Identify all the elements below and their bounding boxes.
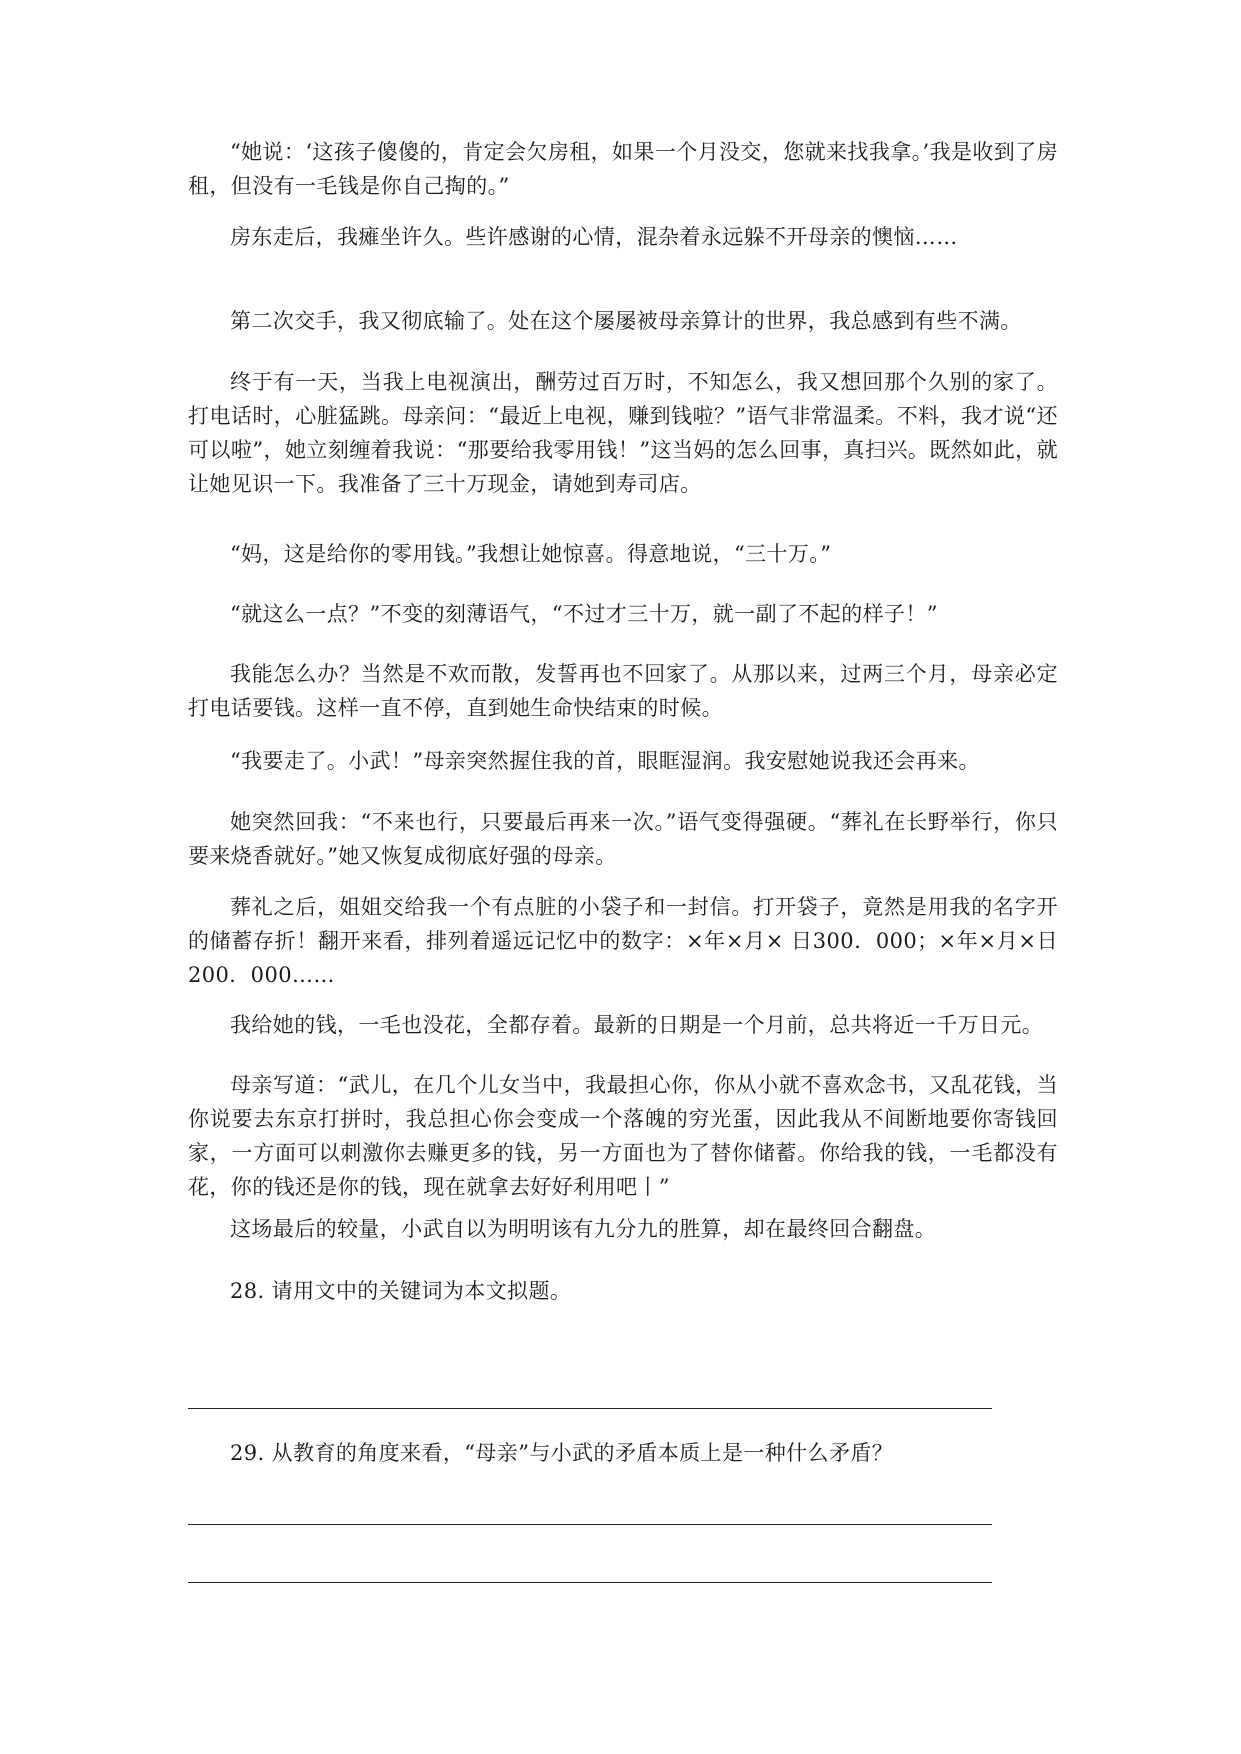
paragraph: 终于有一天，当我上电视演出，酬劳过百万时，不知怎么，我又想回那个久别的家了。打电话时，心脏猛跳。母亲问：“最近上电视，赚到钱啦？”语气非常温柔。不料，我才说“还可以啦”，她立刻缠着我说：“那要给我零用钱！”这当妈的怎么回事，真扫兴。既然如此，就让她见识一下。我准备了三十万现金，请她到寿司店。 xyxy=(188,370,1058,496)
answer-line-28[interactable] xyxy=(188,1408,992,1409)
answer-line-29-1[interactable] xyxy=(188,1524,992,1525)
paragraph: 母亲写道：“武儿，在几个儿女当中，我最担心你，你从小就不喜欢念书，又乱花钱，当你说要去东京打拼时，我总担心你会变成一个落魄的穷光蛋，因此我从不间断地要你寄钱回家，一方面可以刺激你去赚更多的钱，另一方面也为了替你储蓄。你给我的钱，一毛都没有花，你的钱还是你的钱，现在就拿去好好利用吧丨” xyxy=(188,1073,1058,1199)
paragraph: “妈，这是给你的零用钱。”我想让她惊喜。得意地说，“三十万。” xyxy=(230,542,832,566)
paragraph: 我能怎么办？当然是不欢而散，发誓再也不回家了。从那以来，过两三个月，母亲必定打电话要钱。这样一直不停，直到她生命快结束的时候。 xyxy=(188,662,1058,720)
paragraph: 我给她的钱，一毛也没花，全都存着。最新的日期是一个月前，总共将近一千万日元。 xyxy=(230,1013,1044,1037)
paragraph: 第二次交手，我又彻底输了。处在这个屡屡被母亲算计的世界，我总感到有些不满。 xyxy=(230,309,1022,333)
paragraph: “她说：‘这孩子傻傻的，肯定会欠房租，如果一个月没交，您就来找我拿。’我是收到了房租，但没有一毛钱是你自己掏的。” xyxy=(188,140,1058,198)
paragraph: 她突然回我：“不来也行，只要最后再来一次。”语气变得强硬。“葬礼在长野举行，你只要来烧香就好。”她又恢复成彻底好强的母亲。 xyxy=(188,810,1058,868)
question-29: 29. 从教育的角度来看，“母亲”与小武的矛盾本质上是一种什么矛盾？ xyxy=(230,1441,894,1465)
question-28: 28. 请用文中的关键词为本文拟题。 xyxy=(230,1279,572,1303)
paragraph: 房东走后，我瘫坐许久。些许感谢的心情，混杂着永远躲不开母亲的懊恼…… xyxy=(230,225,958,249)
paragraph: 这场最后的较量，小武自以为明明该有九分九的胜算，却在最终回合翻盘。 xyxy=(230,1217,937,1241)
paragraph: “我要走了。小武！”母亲突然握住我的首，眼眶湿润。我安慰她说我还会再来。 xyxy=(230,749,980,773)
paragraph: “就这么一点？”不变的刻薄语气，“不过才三十万，就一副了不起的样子！” xyxy=(230,602,938,626)
answer-line-29-2[interactable] xyxy=(188,1582,992,1583)
paragraph: 葬礼之后，姐姐交给我一个有点脏的小袋子和一封信。打开袋子，竟然是用我的名字开的储蓄存折！翻开来看，排列着遥远记忆中的数字：×年×月× 日300．000；×年×月×日200．000…… xyxy=(188,895,1058,987)
